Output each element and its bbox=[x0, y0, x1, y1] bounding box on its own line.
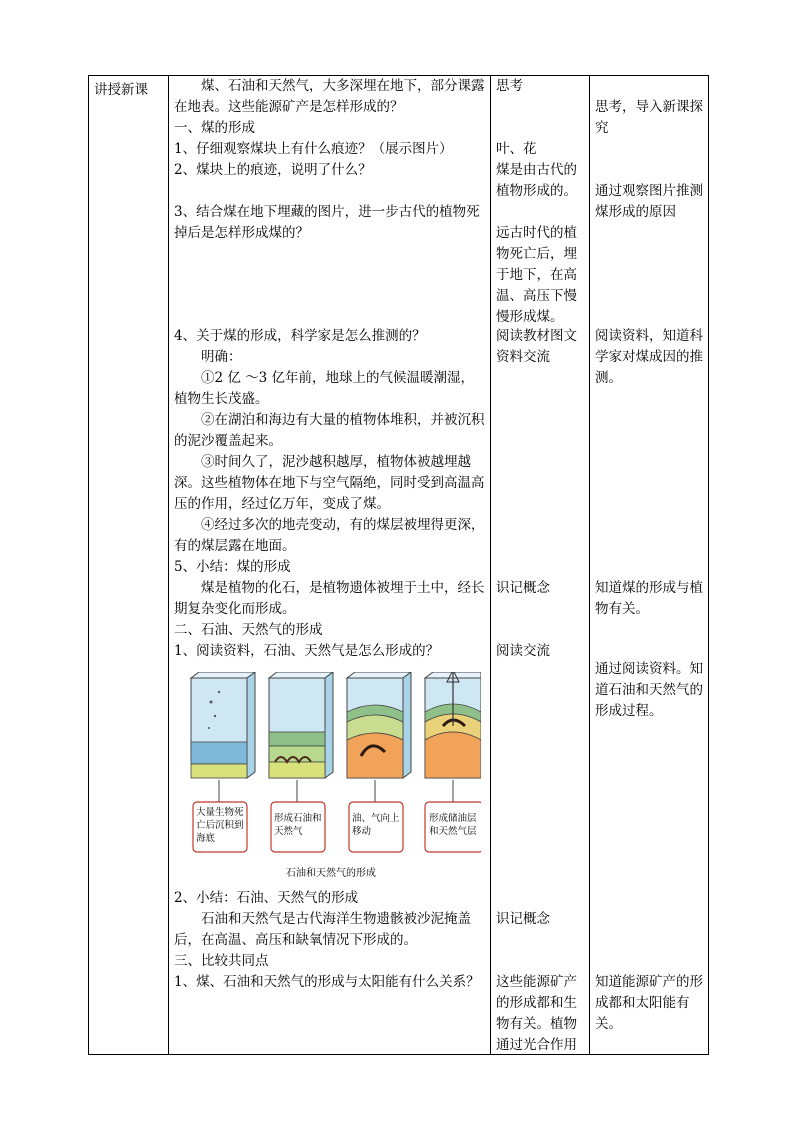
stage-1-block bbox=[191, 672, 255, 778]
intent-introduce: 思考，导入新课探究 bbox=[595, 99, 703, 136]
intent-coal-plants: 知道煤的形成与植物有关。 bbox=[595, 580, 703, 617]
question-6: 1、阅读资料，石油、天然气是怎么形成的？ bbox=[174, 643, 440, 659]
student-leaf-flower: 叶、花 bbox=[496, 141, 537, 157]
student-coal-process: 远古时代的植物死亡后，埋于地下，在高温、高压下慢慢形成煤。 bbox=[496, 225, 577, 325]
stage-3-block bbox=[347, 672, 411, 778]
figure-label-3: 油、气向上移动 bbox=[352, 813, 400, 837]
stage-2-block bbox=[269, 672, 333, 778]
point-1: ①2 亿 ～3 亿年前，地球上的气候温暖潮湿，植物生长茂盛。 bbox=[174, 370, 475, 407]
intro-text: 煤、石油和天然气，大多深埋在地下，部分课露在地表。这些能源矿产是怎样形成的？ bbox=[174, 78, 485, 115]
intent-solar: 知道能源矿产的形成都和太阳能有关。 bbox=[595, 974, 703, 1032]
intent-observe: 通过观察图片推测煤形成的原因 bbox=[595, 183, 703, 220]
figure-label-4: 形成储油层和天然气层 bbox=[429, 813, 477, 837]
intent-read-theory: 阅读资料，知道科学家对煤成因的推测。 bbox=[595, 328, 703, 386]
student-bio-relation: 这些能源矿产的形成都和生物有关。植物通过光合作用 bbox=[496, 974, 577, 1053]
question-7: 2、小结：石油、天然气的形成 bbox=[174, 890, 359, 906]
question-2: 2、煤块上的痕迹，说明了什么？ bbox=[174, 162, 372, 178]
student-activity-cell bbox=[491, 76, 590, 1055]
student-read-discuss: 阅读交流 bbox=[496, 643, 550, 659]
point-2: ②在湖泊和海边有大量的植物体堆积，并被沉积的泥沙覆盖起来。 bbox=[174, 412, 485, 449]
point-3: ③时间久了，泥沙越积越厚，植物体被越埋越深。这些植物体在地下与空气隔绝，同时受到高温高压的作用，经过亿万年，变成了煤。 bbox=[174, 454, 485, 512]
student-think: 思考 bbox=[496, 78, 523, 94]
section-title-coal: 一、煤的形成 bbox=[174, 120, 255, 136]
stage-label: 讲授新课 bbox=[94, 82, 148, 98]
summary-oil: 石油和天然气是古代海洋生物遗骸被沙泥掩盖后，在高温、高压和缺氧情况下形成的。 bbox=[174, 911, 471, 948]
student-memorize-1: 识记概念 bbox=[496, 580, 550, 596]
figure-label-2: 形成石油和天然气 bbox=[274, 813, 322, 837]
intent-oil-process: 通过阅读资料。知道石油和天然气的形成过程。 bbox=[595, 661, 703, 719]
stage-cell bbox=[89, 76, 169, 1055]
student-read-exchange: 阅读教材图文资料交流 bbox=[496, 328, 577, 365]
question-1: 1、仔细观察煤块上有什么痕迹？（展示图片） bbox=[174, 141, 453, 157]
content-cell bbox=[169, 76, 491, 1055]
clarify-label: 明确： bbox=[201, 349, 242, 365]
oil-gas-formation-figure bbox=[181, 672, 481, 882]
student-memorize-2: 识记概念 bbox=[496, 911, 550, 927]
question-5: 5、小结：煤的形成 bbox=[174, 559, 291, 575]
point-4: ④经过多次的地壳变动，有的煤层被埋得更深，有的煤层露在地面。 bbox=[174, 517, 485, 554]
stage-4-block bbox=[425, 672, 481, 778]
section-title-compare: 三、比较共同点 bbox=[174, 953, 269, 969]
question-3: 3、结合煤在地下埋藏的图片，进一步古代的植物死掉后是怎样形成煤的？ bbox=[174, 204, 480, 241]
student-coal-answer: 煤是由古代的植物形成的。 bbox=[496, 162, 577, 199]
figure-label-1: 大量生物死亡后沉积到海底 bbox=[196, 807, 244, 844]
section-title-oil: 二、石油、天然气的形成 bbox=[174, 622, 323, 638]
design-intent-cell bbox=[590, 76, 709, 1055]
summary-coal: 煤是植物的化石，是植物遗体被埋于土中，经长期复杂变化而形成。 bbox=[174, 580, 485, 617]
question-4: 4、关于煤的形成，科学家是怎么推测的？ bbox=[174, 328, 426, 344]
question-8: 1、煤、石油和天然气的形成与太阳能有什么关系？ bbox=[174, 974, 480, 990]
lesson-plan-table bbox=[88, 75, 709, 1055]
figure-caption: 石油和天然气的形成 bbox=[286, 868, 376, 879]
